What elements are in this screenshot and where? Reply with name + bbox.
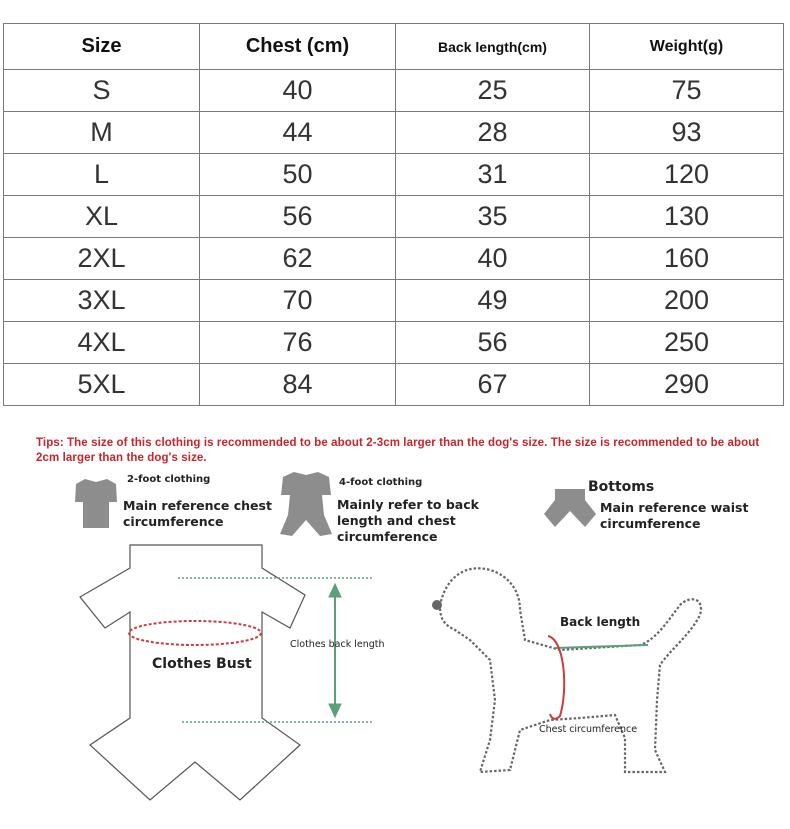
back-length-label: Back length: [560, 615, 641, 629]
column-header-size: Size: [4, 24, 200, 70]
table-cell: L: [4, 154, 200, 196]
table-cell: 56: [200, 196, 396, 238]
table-cell: 75: [590, 70, 784, 112]
two-foot-clothing-icon: [75, 479, 117, 528]
table-cell: 40: [396, 238, 590, 280]
table-cell: 250: [590, 322, 784, 364]
table-cell: 62: [200, 238, 396, 280]
table-cell: 200: [590, 280, 784, 322]
table-cell: 3XL: [4, 280, 200, 322]
table-cell: 31: [396, 154, 590, 196]
table-cell: 56: [396, 322, 590, 364]
table-cell: 70: [200, 280, 396, 322]
garment-diagram: [80, 545, 305, 800]
table-cell: 4XL: [4, 322, 200, 364]
table-cell: 25: [396, 70, 590, 112]
column-header-chest: Chest (cm): [200, 24, 396, 70]
table-cell: 67: [396, 364, 590, 406]
table-cell: 40: [200, 70, 396, 112]
table-cell: 5XL: [4, 364, 200, 406]
table-cell: 290: [590, 364, 784, 406]
bottoms-desc: Main reference waist circumference: [600, 500, 749, 531]
table-cell: 130: [590, 196, 784, 238]
table-cell: 160: [590, 238, 784, 280]
table-cell: S: [4, 70, 200, 112]
four-foot-clothing-title: 4-foot clothing: [339, 477, 423, 488]
dog-back-length-line: [555, 645, 648, 648]
two-foot-clothing-title: 2-foot clothing: [127, 474, 211, 485]
back-length-arrow: [329, 584, 341, 717]
table-cell: XL: [4, 196, 200, 238]
chest-circumference-label: Chest circumference: [539, 724, 638, 735]
table-cell: 84: [200, 364, 396, 406]
table-cell: M: [4, 112, 200, 154]
clothes-back-length-label: Clothes back length: [290, 639, 385, 650]
column-header-back-length: Back length(cm): [396, 24, 590, 70]
four-foot-clothing-icon: [280, 472, 332, 536]
column-header-weight: Weight(g): [590, 24, 784, 70]
table-cell: 49: [396, 280, 590, 322]
table-cell: 120: [590, 154, 784, 196]
table-cell: 93: [590, 112, 784, 154]
table-cell: 28: [396, 112, 590, 154]
table-cell: 2XL: [4, 238, 200, 280]
four-foot-clothing-desc: Mainly refer to back length and chest circumference: [337, 497, 479, 544]
table-cell: 35: [396, 196, 590, 238]
table-cell: 50: [200, 154, 396, 196]
tips-text: Tips: The size of this clothing is recommended to be about 2-3cm larger than the dog's size. The size is recommended to be about 2cm larger than the dog's size.: [36, 437, 760, 464]
clothes-bust-label: Clothes Bust: [152, 656, 252, 672]
dog-diagram: [440, 568, 701, 772]
bottoms-title: Bottoms: [588, 479, 655, 495]
clothes-bust-marker: [129, 621, 261, 645]
two-foot-clothing-desc: Main reference chest circumference: [123, 498, 272, 529]
table-cell: 76: [200, 322, 396, 364]
table-cell: 44: [200, 112, 396, 154]
